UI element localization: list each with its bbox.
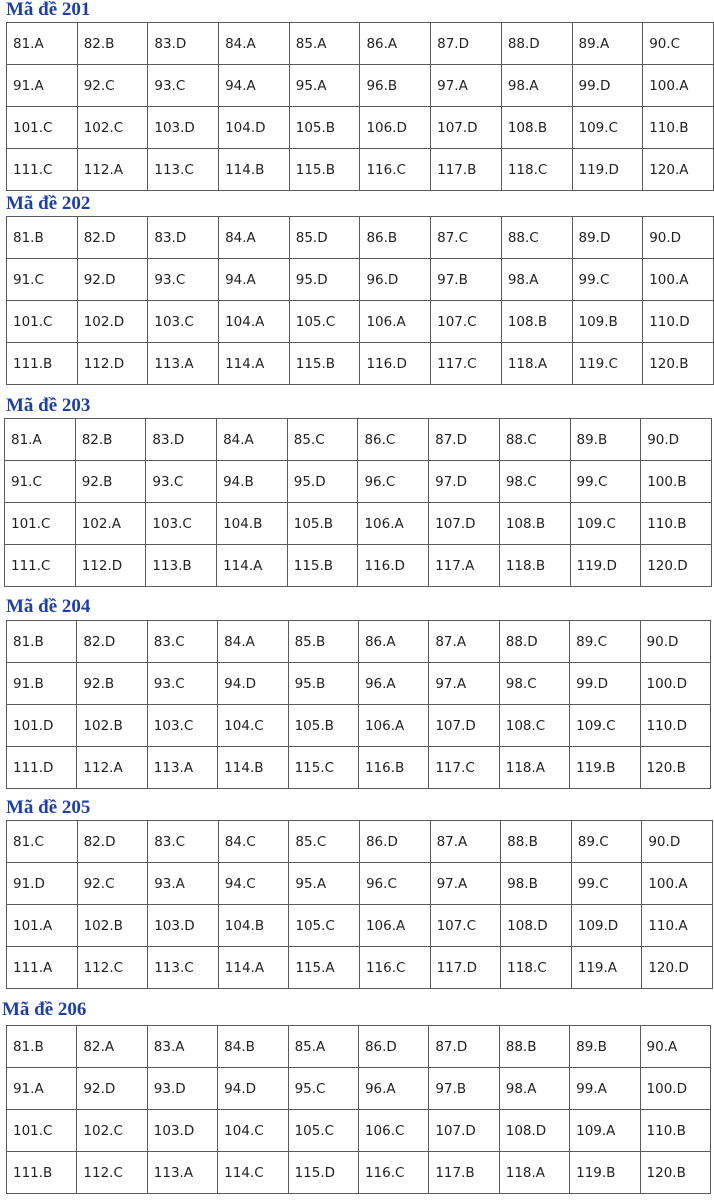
answer-cell: 109.C (570, 503, 641, 545)
answer-cell: 100.A (643, 65, 714, 107)
answer-cell: 90.D (641, 419, 712, 461)
answer-cell: 105.C (289, 905, 360, 947)
answer-cell: 104.B (218, 905, 289, 947)
answer-cell: 84.A (218, 621, 288, 663)
table-row (7, 705, 711, 747)
answer-cell: 114.B (218, 747, 288, 789)
answer-cell: 92.C (77, 863, 148, 905)
answer-cell: 117.C (431, 343, 502, 385)
answer-cell: 89.B (570, 1026, 640, 1068)
answer-cell: 113.C (148, 149, 219, 191)
section-title: Mã đề 204 (6, 596, 91, 617)
answer-cell: 95.C (288, 1068, 358, 1110)
answer-cell: 108.B (501, 107, 572, 149)
table-row (7, 1068, 711, 1110)
answer-cell: 119.A (571, 947, 642, 989)
answer-cell: 89.C (570, 621, 640, 663)
answer-cell: 98.A (501, 259, 572, 301)
answer-cell: 108.B (499, 503, 570, 545)
answer-cell: 120.B (640, 747, 710, 789)
answer-cell: 94.A (219, 259, 290, 301)
answer-cell: 113.A (148, 343, 219, 385)
answer-cell: 112.A (77, 149, 148, 191)
answer-cell: 102.D (77, 301, 148, 343)
answer-cell: 89.B (570, 419, 641, 461)
answer-cell: 100.D (640, 663, 710, 705)
answer-cell: 106.A (358, 705, 428, 747)
answer-cell: 119.B (570, 747, 640, 789)
answer-cell: 98.B (501, 863, 572, 905)
answer-cell: 84.A (219, 23, 290, 65)
answer-cell: 103.D (148, 905, 219, 947)
answer-cell: 101.C (7, 1110, 77, 1152)
answer-table (6, 216, 714, 385)
table-row (7, 863, 713, 905)
answer-cell: 93.D (147, 1068, 217, 1110)
answer-cell: 95.B (288, 663, 358, 705)
answer-cell: 106.D (360, 107, 431, 149)
answer-cell: 100.A (643, 259, 714, 301)
answer-cell: 88.B (501, 821, 572, 863)
answer-cell: 86.C (358, 419, 429, 461)
answer-cell: 118.A (499, 1152, 569, 1194)
table-row (7, 343, 714, 385)
answer-cell: 119.B (570, 1152, 640, 1194)
answer-cell: 96.C (359, 863, 430, 905)
answer-cell: 92.D (77, 1068, 147, 1110)
answer-cell: 98.A (499, 1068, 569, 1110)
answer-cell: 94.D (218, 1068, 288, 1110)
answer-cell: 83.D (146, 419, 217, 461)
answer-cell: 106.A (358, 503, 429, 545)
answer-cell: 81.B (7, 621, 77, 663)
answer-cell: 100.B (641, 461, 712, 503)
answer-cell: 98.A (501, 65, 572, 107)
answer-cell: 81.B (7, 217, 78, 259)
answer-cell: 118.A (501, 343, 572, 385)
answer-cell: 114.C (218, 1152, 288, 1194)
answer-cell: 82.D (77, 621, 147, 663)
table-row (7, 217, 714, 259)
answer-cell: 110.D (643, 301, 714, 343)
answer-cell: 90.D (640, 621, 710, 663)
answer-cell: 108.D (501, 905, 572, 947)
section-title: Mã đề 205 (6, 797, 91, 818)
answer-cell: 101.D (7, 705, 77, 747)
answer-cell: 119.C (572, 343, 643, 385)
answer-cell: 95.D (289, 259, 360, 301)
answer-cell: 86.D (359, 821, 430, 863)
answer-cell: 83.D (148, 23, 219, 65)
answer-cell: 110.B (643, 107, 714, 149)
answer-cell: 109.D (571, 905, 642, 947)
answer-cell: 116.D (360, 343, 431, 385)
answer-cell: 107.D (431, 107, 502, 149)
answer-cell: 113.C (148, 947, 219, 989)
answer-cell: 87.A (430, 821, 501, 863)
answer-cell: 105.B (289, 107, 360, 149)
answer-cell: 112.A (77, 747, 147, 789)
answer-cell: 92.D (77, 259, 148, 301)
answer-cell: 103.C (148, 301, 219, 343)
answer-cell: 102.B (77, 705, 147, 747)
answer-cell: 91.C (5, 461, 76, 503)
answer-cell: 115.B (287, 545, 358, 587)
answer-cell: 96.D (360, 259, 431, 301)
answer-cell: 117.D (430, 947, 501, 989)
section-title: Mã đề 203 (6, 395, 91, 416)
answer-cell: 84.C (218, 821, 289, 863)
answer-cell: 101.C (7, 107, 78, 149)
answer-cell: 107.D (429, 1110, 499, 1152)
answer-cell: 94.C (218, 863, 289, 905)
answer-cell: 115.D (288, 1152, 358, 1194)
answer-cell: 118.B (499, 545, 570, 587)
answer-cell: 92.B (77, 663, 147, 705)
answer-cell: 116.C (359, 947, 430, 989)
answer-cell: 105.C (289, 301, 360, 343)
answer-cell: 97.A (429, 663, 499, 705)
answer-cell: 116.C (360, 149, 431, 191)
answer-cell: 113.A (147, 1152, 217, 1194)
answer-cell: 95.A (289, 863, 360, 905)
section-title: Mã đề 201 (6, 0, 91, 20)
answer-cell: 102.A (75, 503, 146, 545)
answer-cell: 115.B (289, 149, 360, 191)
table-row (5, 461, 712, 503)
answer-cell: 109.A (570, 1110, 640, 1152)
answer-cell: 90.D (643, 217, 714, 259)
answer-cell: 120.D (641, 545, 712, 587)
answer-cell: 85.C (287, 419, 358, 461)
table-row (7, 259, 714, 301)
answer-cell: 83.A (147, 1026, 217, 1068)
answer-cell: 81.A (5, 419, 76, 461)
table-row (7, 821, 713, 863)
section-title: Mã đề 206 (2, 999, 87, 1020)
table-row (5, 545, 712, 587)
answer-cell: 91.C (7, 259, 78, 301)
answer-cell: 105.C (288, 1110, 358, 1152)
answer-cell: 99.A (570, 1068, 640, 1110)
answer-cell: 107.D (429, 503, 500, 545)
answer-cell: 101.A (7, 905, 78, 947)
answer-cell: 106.A (360, 301, 431, 343)
answer-cell: 102.B (77, 905, 148, 947)
answer-cell: 111.C (5, 545, 76, 587)
answer-cell: 107.C (431, 301, 502, 343)
answer-cell: 93.C (146, 461, 217, 503)
answer-cell: 117.B (429, 1152, 499, 1194)
answer-cell: 102.C (77, 1110, 147, 1152)
answer-cell: 96.A (358, 1068, 428, 1110)
answer-cell: 119.D (570, 545, 641, 587)
answer-cell: 90.C (643, 23, 714, 65)
answer-table (4, 418, 712, 587)
answer-cell: 86.A (360, 23, 431, 65)
answer-cell: 82.B (75, 419, 146, 461)
table-row (7, 301, 714, 343)
answer-cell: 107.D (429, 705, 499, 747)
answer-cell: 98.C (499, 663, 569, 705)
answer-cell: 106.A (359, 905, 430, 947)
answer-cell: 105.B (287, 503, 358, 545)
answer-cell: 91.A (7, 1068, 77, 1110)
answer-table (6, 1025, 711, 1194)
answer-cell: 88.D (501, 23, 572, 65)
answer-cell: 85.D (289, 217, 360, 259)
answer-cell: 103.D (148, 107, 219, 149)
answer-cell: 86.A (358, 621, 428, 663)
answer-cell: 93.C (148, 65, 219, 107)
answer-cell: 101.C (5, 503, 76, 545)
answer-cell: 112.D (77, 343, 148, 385)
answer-cell: 92.B (75, 461, 146, 503)
answer-cell: 111.B (7, 343, 78, 385)
answer-cell: 83.C (147, 621, 217, 663)
answer-cell: 114.B (219, 149, 290, 191)
answer-cell: 112.C (77, 947, 148, 989)
answer-cell: 104.C (218, 1110, 288, 1152)
answer-cell: 117.B (431, 149, 502, 191)
answer-cell: 114.A (218, 947, 289, 989)
answer-cell: 108.B (501, 301, 572, 343)
answer-cell: 97.A (431, 65, 502, 107)
answer-cell: 118.C (501, 149, 572, 191)
answer-cell: 96.A (358, 663, 428, 705)
section-title: Mã đề 202 (6, 193, 91, 214)
answer-cell: 99.C (570, 461, 641, 503)
answer-table (6, 620, 711, 789)
answer-cell: 93.C (147, 663, 217, 705)
answer-cell: 94.B (217, 461, 288, 503)
answer-cell: 85.A (288, 1026, 358, 1068)
answer-cell: 115.C (288, 747, 358, 789)
answer-cell: 91.A (7, 65, 78, 107)
answer-cell: 116.C (358, 1152, 428, 1194)
answer-cell: 82.A (77, 1026, 147, 1068)
answer-cell: 99.C (572, 259, 643, 301)
answer-cell: 98.C (499, 461, 570, 503)
answer-cell: 84.B (218, 1026, 288, 1068)
answer-cell: 116.B (358, 747, 428, 789)
answer-cell: 97.B (429, 1068, 499, 1110)
answer-cell: 89.A (572, 23, 643, 65)
answer-cell: 99.D (570, 663, 640, 705)
answer-cell: 111.B (7, 1152, 77, 1194)
answer-cell: 112.C (77, 1152, 147, 1194)
table-row (7, 663, 711, 705)
answer-cell: 87.D (431, 23, 502, 65)
answer-cell: 81.A (7, 23, 78, 65)
table-row (7, 23, 714, 65)
table-row (7, 149, 714, 191)
answer-cell: 120.B (640, 1152, 710, 1194)
table-row (7, 947, 713, 989)
answer-cell: 87.D (429, 419, 500, 461)
table-row (7, 621, 711, 663)
answer-cell: 110.B (641, 503, 712, 545)
answer-cell: 93.C (148, 259, 219, 301)
answer-cell: 111.C (7, 149, 78, 191)
answer-cell: 83.C (148, 821, 219, 863)
table-row (7, 747, 711, 789)
answer-cell: 107.C (430, 905, 501, 947)
answer-cell: 85.A (289, 23, 360, 65)
answer-cell: 91.B (7, 663, 77, 705)
answer-cell: 90.D (642, 821, 713, 863)
answer-cell: 109.C (572, 107, 643, 149)
answer-cell: 113.B (146, 545, 217, 587)
answer-cell: 104.C (218, 705, 288, 747)
table-row (5, 419, 712, 461)
answer-cell: 104.B (217, 503, 288, 545)
answer-cell: 84.A (219, 217, 290, 259)
answer-cell: 97.D (429, 461, 500, 503)
answer-cell: 104.D (219, 107, 290, 149)
answer-cell: 87.D (429, 1026, 499, 1068)
answer-cell: 106.C (358, 1110, 428, 1152)
answer-cell: 110.A (642, 905, 713, 947)
answer-cell: 105.B (288, 705, 358, 747)
table-row (7, 905, 713, 947)
answer-cell: 108.D (499, 1110, 569, 1152)
answer-cell: 94.D (218, 663, 288, 705)
answer-cell: 95.D (287, 461, 358, 503)
answer-cell: 108.C (499, 705, 569, 747)
answer-cell: 111.D (7, 747, 77, 789)
answer-cell: 97.B (431, 259, 502, 301)
answer-cell: 87.C (431, 217, 502, 259)
answer-cell: 96.C (358, 461, 429, 503)
answer-cell: 88.B (499, 1026, 569, 1068)
answer-cell: 110.D (640, 705, 710, 747)
answer-cell: 87.A (429, 621, 499, 663)
answer-cell: 97.A (430, 863, 501, 905)
answer-cell: 89.C (571, 821, 642, 863)
answer-cell: 104.A (219, 301, 290, 343)
answer-cell: 83.D (148, 217, 219, 259)
answer-cell: 118.A (499, 747, 569, 789)
answer-cell: 96.B (360, 65, 431, 107)
answer-cell: 95.A (289, 65, 360, 107)
answer-cell: 85.B (288, 621, 358, 663)
answer-cell: 100.A (642, 863, 713, 905)
answer-cell: 93.A (148, 863, 219, 905)
answer-cell: 99.D (572, 65, 643, 107)
answer-cell: 84.A (217, 419, 288, 461)
answer-cell: 109.C (570, 705, 640, 747)
table-row (7, 1026, 711, 1068)
answer-cell: 81.C (7, 821, 78, 863)
answer-table (6, 22, 714, 191)
answer-cell: 92.C (77, 65, 148, 107)
table-row (7, 65, 714, 107)
answer-cell: 112.D (75, 545, 146, 587)
answer-cell: 88.D (499, 621, 569, 663)
answer-cell: 99.C (571, 863, 642, 905)
table-row (7, 1152, 711, 1194)
answer-cell: 86.D (358, 1026, 428, 1068)
answer-cell: 114.A (217, 545, 288, 587)
answer-table (6, 820, 713, 989)
answer-cell: 94.A (219, 65, 290, 107)
answer-cell: 88.C (499, 419, 570, 461)
answer-cell: 119.D (572, 149, 643, 191)
answer-cell: 120.A (643, 149, 714, 191)
table-row (5, 503, 712, 545)
answer-cell: 116.D (358, 545, 429, 587)
answer-cell: 109.B (572, 301, 643, 343)
answer-cell: 101.C (7, 301, 78, 343)
answer-cell: 117.A (429, 545, 500, 587)
answer-cell: 91.D (7, 863, 78, 905)
answer-cell: 81.B (7, 1026, 77, 1068)
answer-cell: 82.D (77, 821, 148, 863)
answer-cell: 115.B (289, 343, 360, 385)
table-row (7, 1110, 711, 1152)
answer-cell: 120.D (642, 947, 713, 989)
answer-cell: 88.C (501, 217, 572, 259)
answer-cell: 103.C (146, 503, 217, 545)
answer-cell: 111.A (7, 947, 78, 989)
answer-cell: 114.A (219, 343, 290, 385)
answer-cell: 120.B (643, 343, 714, 385)
answer-cell: 110.B (640, 1110, 710, 1152)
table-row (7, 107, 714, 149)
answer-cell: 85.C (289, 821, 360, 863)
answer-cell: 115.A (289, 947, 360, 989)
answer-cell: 117.C (429, 747, 499, 789)
answer-cell: 103.D (147, 1110, 217, 1152)
answer-cell: 82.B (77, 23, 148, 65)
answer-cell: 86.B (360, 217, 431, 259)
answer-cell: 89.D (572, 217, 643, 259)
answer-cell: 113.A (147, 747, 217, 789)
answer-cell: 82.D (77, 217, 148, 259)
answer-cell: 100.D (640, 1068, 710, 1110)
answer-cell: 118.C (501, 947, 572, 989)
answer-cell: 102.C (77, 107, 148, 149)
answer-cell: 103.C (147, 705, 217, 747)
answer-cell: 90.A (640, 1026, 710, 1068)
